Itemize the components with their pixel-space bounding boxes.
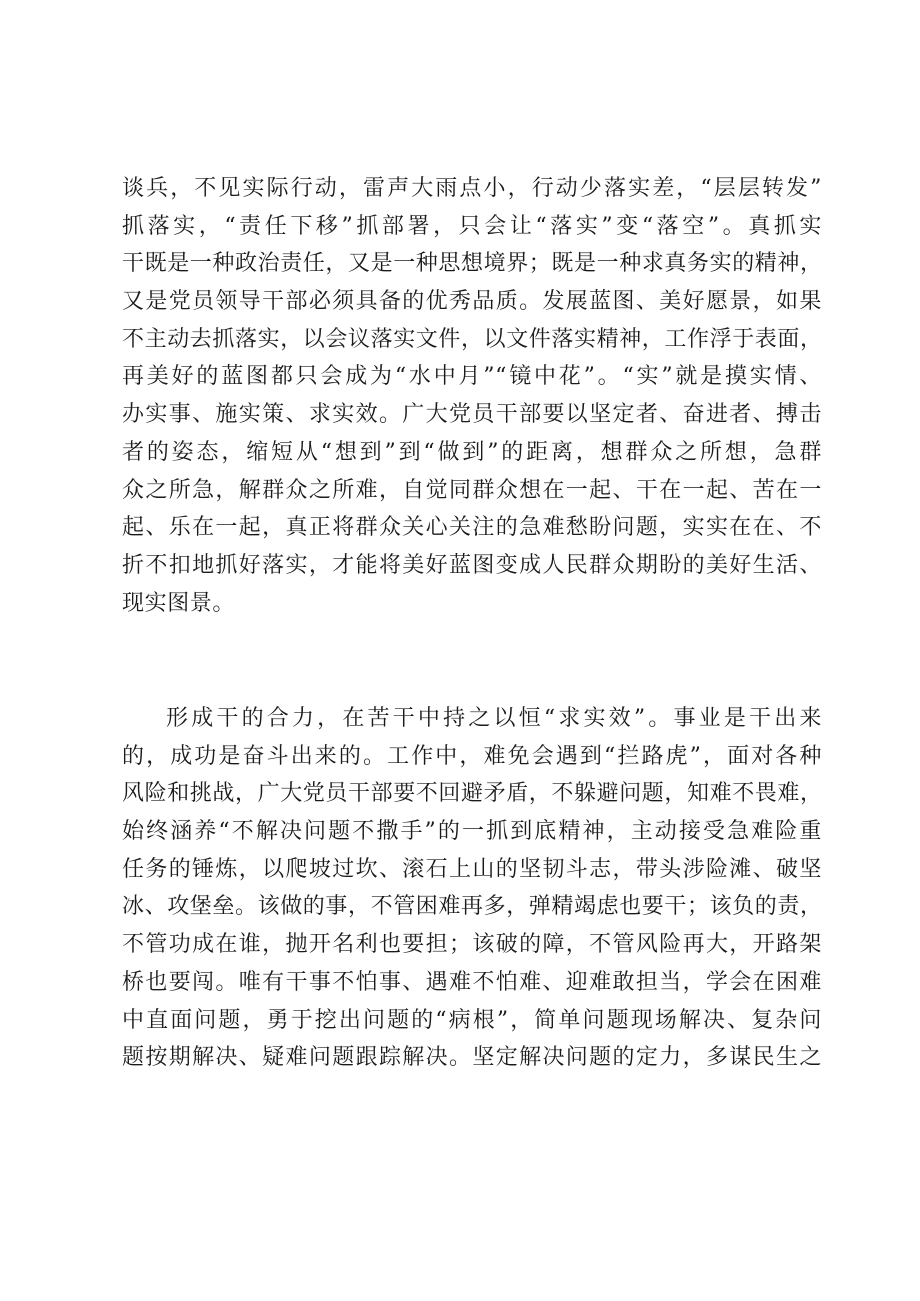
text-line: 起、乐在一起，真正将群众关心关注的急难愁盼问题，实实在在、不 bbox=[122, 515, 822, 541]
text-line: 现实图景。 bbox=[122, 590, 236, 616]
text-line: 桥也要闯。唯有干事不怕事、遇难不怕难、迎难敢担当，学会在困难 bbox=[122, 969, 822, 995]
text-line: 的，成功是奋斗出来的。工作中，难免会遇到“拦路虎”，面对各种 bbox=[122, 743, 822, 769]
text-line: 不管功成在谁，抛开名利也要担；该破的障，不管风险再大，开路架 bbox=[122, 932, 822, 958]
text-line: 始终涵养“不解决问题不撒手”的一抓到底精神，主动接受急难险重 bbox=[122, 819, 822, 845]
text-line: 干既是一种政治责任，又是一种思想境界；既是一种求真务实的精神， bbox=[122, 251, 823, 277]
paragraph-2 bbox=[122, 700, 822, 1077]
text-line: 抓落实，“责任下移”抓部署，只会让“落实”变“落空”。真抓实 bbox=[122, 213, 822, 239]
text-line: 风险和挑战，广大党员干部要不回避矛盾，不躲避问题，知难不畏难， bbox=[122, 781, 823, 807]
text-line: 冰、攻堡垒。该做的事，不管困难再多，弹精竭虑也要干；该负的责， bbox=[122, 894, 823, 920]
text-line: 形成干的合力，在苦干中持之以恒“求实效”。事业是干出来 bbox=[166, 706, 822, 731]
text-line: 不主动去抓落实，以会议落实文件，以文件落实精神，工作浮于表面， bbox=[122, 326, 823, 352]
text-line: 众之所急，解群众之所难，自觉同群众想在一起、干在一起、苦在一 bbox=[122, 477, 822, 503]
text-line: 任务的锤炼，以爬坡过坎、滚石上山的坚韧斗志，带头涉险滩、破坚 bbox=[122, 856, 822, 882]
text-line: 题按期解决、疑难问题跟踪解决。坚定解决问题的定力，多谋民生之 bbox=[122, 1045, 822, 1071]
text-line: 又是党员领导干部必须具备的优秀品质。发展蓝图、美好愿景，如果 bbox=[122, 289, 822, 315]
text-line: 中直面问题，勇于挖出问题的“病根”，简单问题现场解决、复杂问 bbox=[122, 1007, 822, 1033]
text-line: 折不扣地抓好落实，才能将美好蓝图变成人民群众期盼的美好生活、 bbox=[122, 552, 822, 578]
text-line: 谈兵，不见实际行动，雷声大雨点小，行动少落实差，“层层转发” bbox=[122, 176, 822, 201]
text-line: 再美好的蓝图都只会成为“水中月”“镜中花”。“实”就是摸实情、 bbox=[122, 364, 822, 390]
text-line: 办实事、施实策、求实效。广大党员干部要以坚定者、奋进者、搏击 bbox=[122, 402, 822, 428]
paragraph-1 bbox=[122, 170, 822, 622]
text-line: 者的姿态，缩短从“想到”到“做到”的距离，想群众之所想，急群 bbox=[122, 439, 822, 465]
